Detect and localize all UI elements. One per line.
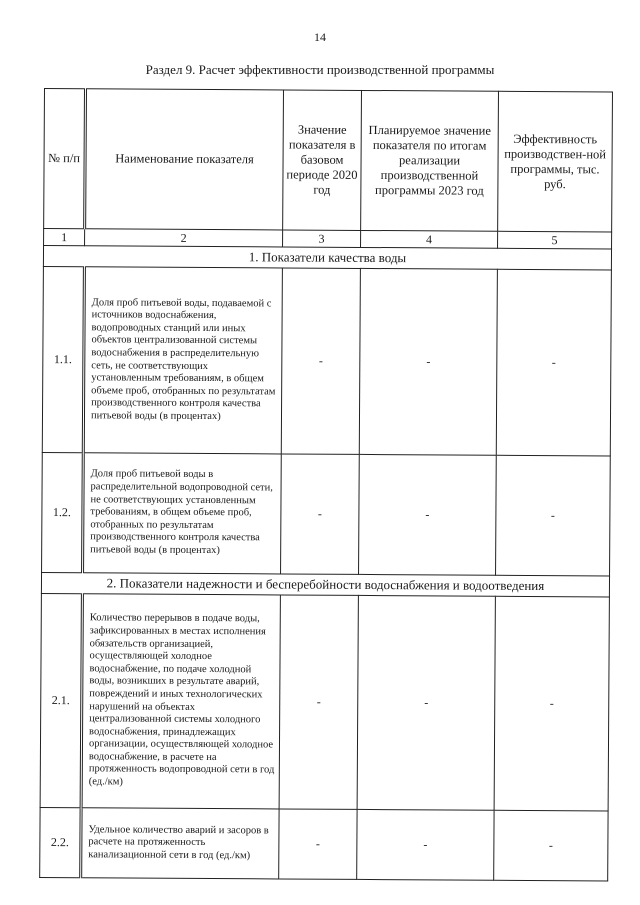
column-number: 5 [498, 231, 612, 249]
group-title: 2. Показатели надежности и бесперебойности водоснабжения и водоотведения [41, 572, 609, 596]
table-row [40, 593, 609, 810]
base-value: - [281, 268, 360, 454]
header-planned: Планируемое значение показателя по итогам реализации производственной программы 2023 год [361, 90, 499, 231]
page-number: 14 [314, 30, 326, 44]
column-number: 2 [85, 229, 283, 247]
indicator-name: Удельное количество аварий и засоров в расчете на протяженность канализационной сети в год (ед./км) [81, 808, 279, 879]
table-row [40, 807, 608, 880]
row-number: 2.2. [40, 807, 81, 877]
column-number: 3 [283, 230, 361, 247]
indicators-table [39, 88, 613, 881]
group-title: 1. Показатели качества воды [43, 246, 611, 270]
base-value: - [281, 454, 360, 574]
base-value: - [279, 809, 357, 879]
header-row [44, 89, 613, 232]
row-number: 2.1. [40, 593, 82, 807]
indicator-name: Количество перерывов в подаче воды, зафиксированных в местах исполнения обязательств организацией, осуществляющей холодное водоснабжение, по подаче холодной воды, возникших в результате аварий, повреждений и иных технологических нарушений на объектах централизованной системы холодного водоснабжения, принадлежащих организации, осуществляющей холодное водоснабжение, в расчете на протяженность водопроводной сети в год (ед./км) [81, 594, 280, 809]
table-row [42, 266, 611, 455]
indicator-name: Доля проб питьевой воды, подаваемой с источников водоснабжения, водопроводных станций или иных объектов централизованной системы водоснабжения в распределительную сеть, не соответствующих установленным требованиям, в общем объеме проб, отобранных по результатам производственного контроля качества питьевой воды (в процентах) [83, 267, 282, 454]
planned-value: - [357, 595, 495, 810]
planned-value: - [359, 454, 497, 575]
section-title: Раздел 9. Расчет эффективности производственной программы [145, 62, 495, 77]
column-number: 1 [44, 229, 85, 246]
header-efficiency: Эффективность производствен-ной программы, тыс. руб. [498, 91, 613, 232]
row-number: 1.1. [42, 266, 84, 452]
efficiency-value: - [496, 269, 611, 456]
efficiency-value: - [494, 810, 608, 881]
row-number: 1.2. [42, 452, 84, 572]
column-number: 4 [361, 230, 498, 248]
planned-value: - [359, 268, 497, 455]
efficiency-value: - [494, 596, 609, 811]
header-name: Наименование показателя [85, 89, 284, 230]
table-row [42, 452, 611, 575]
planned-value: - [357, 809, 494, 880]
header-num: № п/п [44, 89, 86, 229]
efficiency-value: - [496, 455, 611, 576]
base-value: - [279, 595, 358, 809]
indicator-name: Доля проб питьевой воды в распределительной водопроводной сети, не соответствующих установленным требованиям, в общем объеме проб, отобранных по результатам производственного контроля качества питьевой воды (в процентах) [83, 453, 282, 574]
header-base: Значение показателя в базовом периоде 2020 год [283, 90, 362, 230]
